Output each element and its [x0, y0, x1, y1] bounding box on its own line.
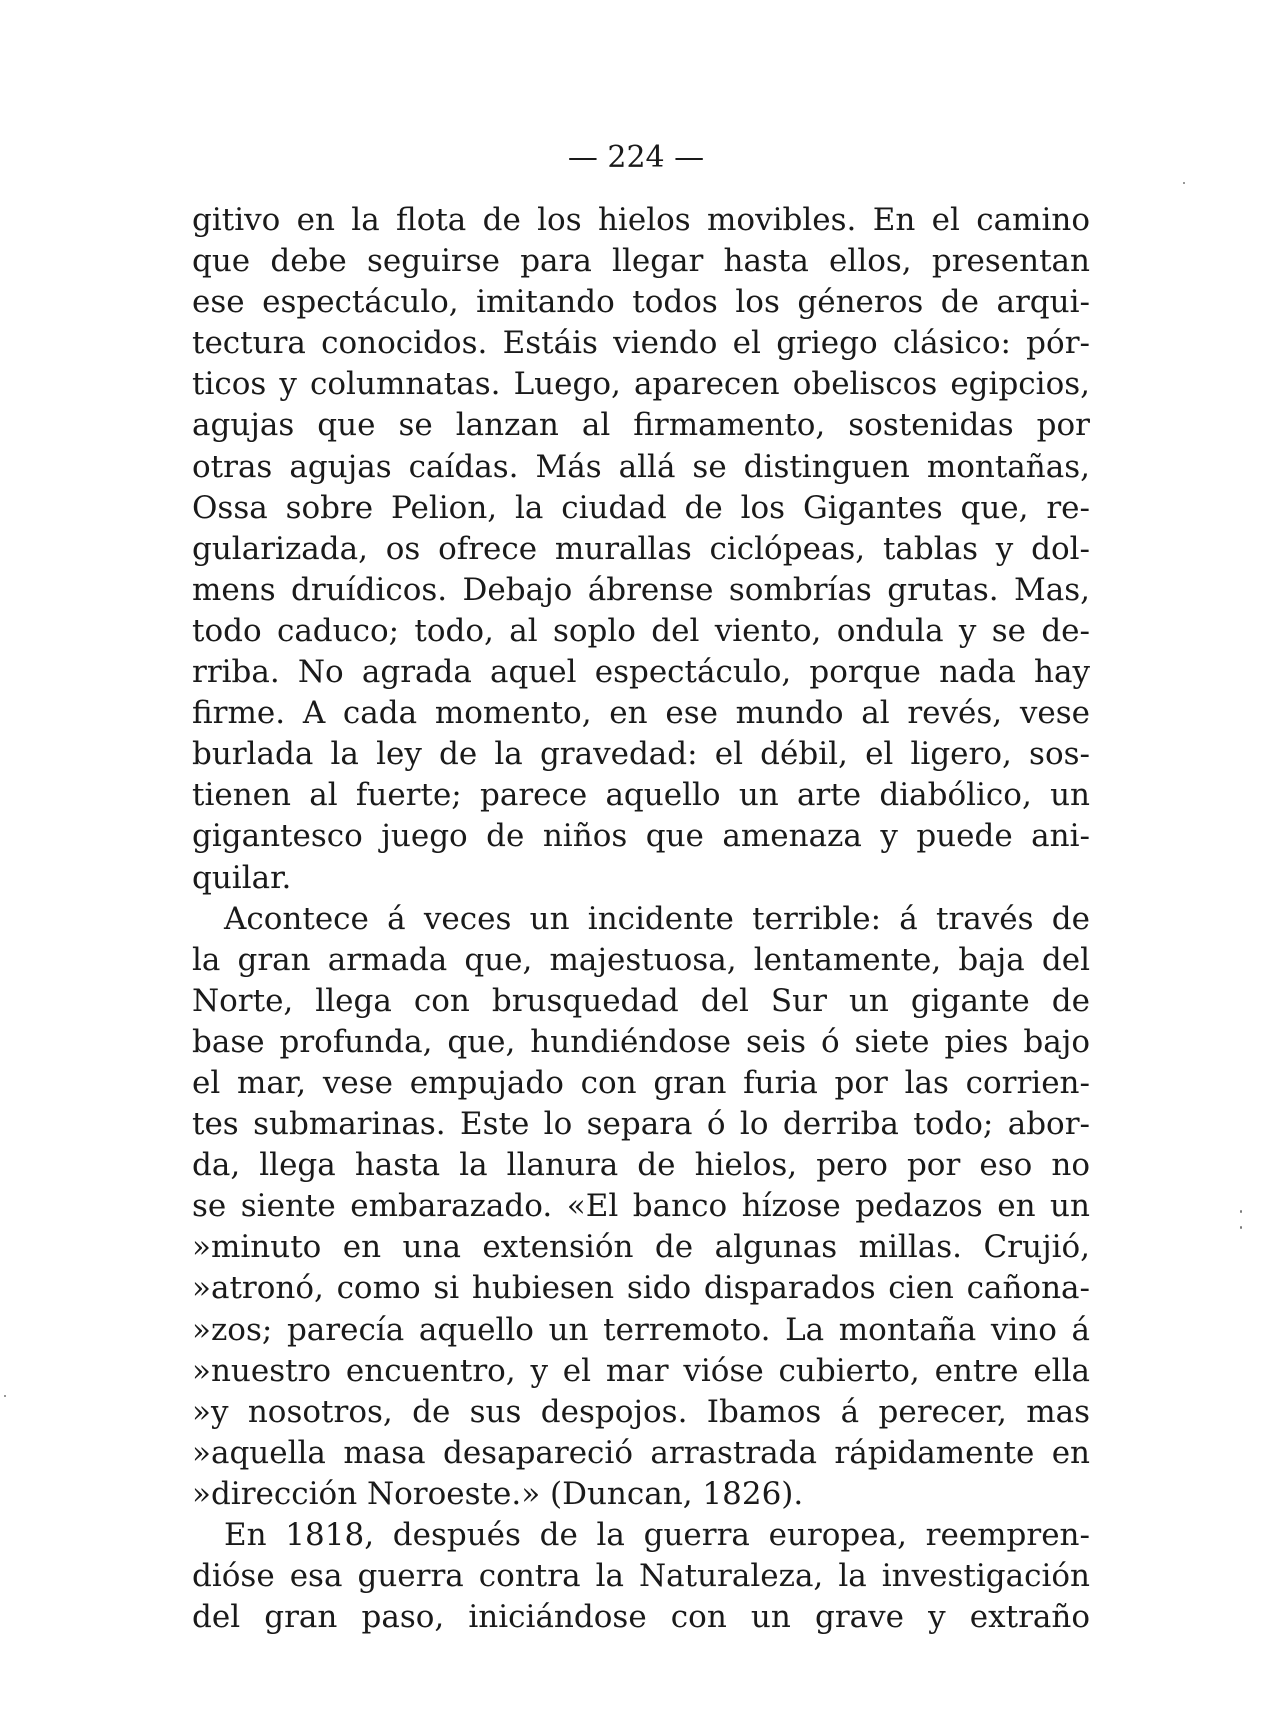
text-line: »atronó, como si hubiesen sido disparados cien cañona- — [192, 1270, 1090, 1307]
text-line: se siente embarazado. «El banco hízose pedazos en un — [192, 1188, 1090, 1225]
scan-speck — [4, 1395, 6, 1397]
text-line: que debe seguirse para llegar hasta ellos, presentan — [192, 243, 1090, 280]
scan-speck — [1240, 1210, 1242, 1213]
text-line: da, llega hasta la llanura de hielos, pero por eso no — [192, 1147, 1090, 1184]
text-line: gigantesco juego de niños que amenaza y puede ani- — [192, 818, 1090, 855]
text-line: »y nosotros, de sus despojos. Ibamos á perecer, mas — [192, 1393, 1090, 1430]
text-line: dióse esa guerra contra la Naturaleza, la investigación — [192, 1558, 1090, 1595]
text-line: En 1818, después de la guerra europea, reempren- — [224, 1517, 1090, 1553]
text-line: tectura conocidos. Estáis viendo el griego clásico: pór- — [192, 325, 1090, 362]
text-line: Ossa sobre Pelion, la ciudad de los Gigantes que, re- — [192, 489, 1090, 526]
text-line: gularizada, os ofrece murallas ciclópeas, tablas y dol- — [192, 530, 1090, 567]
text-line: ese espectáculo, imitando todos los géneros de arqui- — [192, 284, 1090, 321]
page-number: — 224 — — [567, 140, 705, 175]
text-line: burlada la ley de la gravedad: el débil, el ligero, sos- — [192, 736, 1090, 773]
text-line: del gran paso, iniciándose con un grave y extraño — [192, 1599, 1090, 1636]
text-line: quilar. — [192, 859, 292, 896]
text-line: tienen al fuerte; parece aquello un arte diabólico, un — [192, 777, 1090, 814]
text-line: rriba. No agrada aquel espectáculo, porque nada hay — [192, 654, 1090, 691]
text-line: »dirección Noroeste.» (Duncan, 1826). — [192, 1475, 804, 1512]
text-line: gitivo en la flota de los hielos movibles. En el camino — [192, 202, 1090, 238]
text-line: Acontece á veces un incidente terrible: á través de — [224, 900, 1090, 937]
text-line: ticos y columnatas. Luego, aparecen obeliscos egipcios, — [192, 366, 1090, 403]
text-line: todo caduco; todo, al soplo del viento, ondula y se de- — [192, 612, 1090, 649]
paragraph-2 — [192, 899, 1090, 1515]
paragraph-3 — [192, 1515, 1090, 1638]
text-line: base profunda, que, hundiéndose seis ó siete pies bajo — [192, 1023, 1090, 1060]
scan-speck — [1240, 1226, 1242, 1229]
text-line: agujas que se lanzan al firmamento, sostenidas por — [192, 407, 1090, 444]
text-line: »aquella masa desapareció arrastrada rápidamente en — [192, 1434, 1090, 1471]
text-line: Norte, llega con brusquedad del Sur un gigante de — [192, 982, 1090, 1019]
text-line: firme. A cada momento, en ese mundo al revés, vese — [192, 695, 1090, 732]
text-line: otras agujas caídas. Más allá se distinguen montañas, — [192, 448, 1090, 485]
body-text — [192, 200, 1090, 1638]
text-line: la gran armada que, majestuosa, lentamente, baja del — [192, 941, 1090, 978]
text-line: el mar, vese empujado con gran furia por las corrien- — [192, 1064, 1090, 1101]
text-line: »zos; parecía aquello un terremoto. La montaña vino á — [192, 1311, 1090, 1348]
text-line: mens druídicos. Debajo ábrense sombrías grutas. Mas, — [192, 571, 1090, 608]
paragraph-1 — [192, 200, 1090, 899]
text-line: tes submarinas. Este lo separa ó lo derriba todo; abor- — [192, 1106, 1090, 1143]
text-line: »nuestro encuentro, y el mar vióse cubierto, entre ella — [192, 1352, 1090, 1389]
text-line: »minuto en una extensión de algunas millas. Crujió, — [192, 1229, 1090, 1266]
scan-speck — [1183, 182, 1185, 184]
